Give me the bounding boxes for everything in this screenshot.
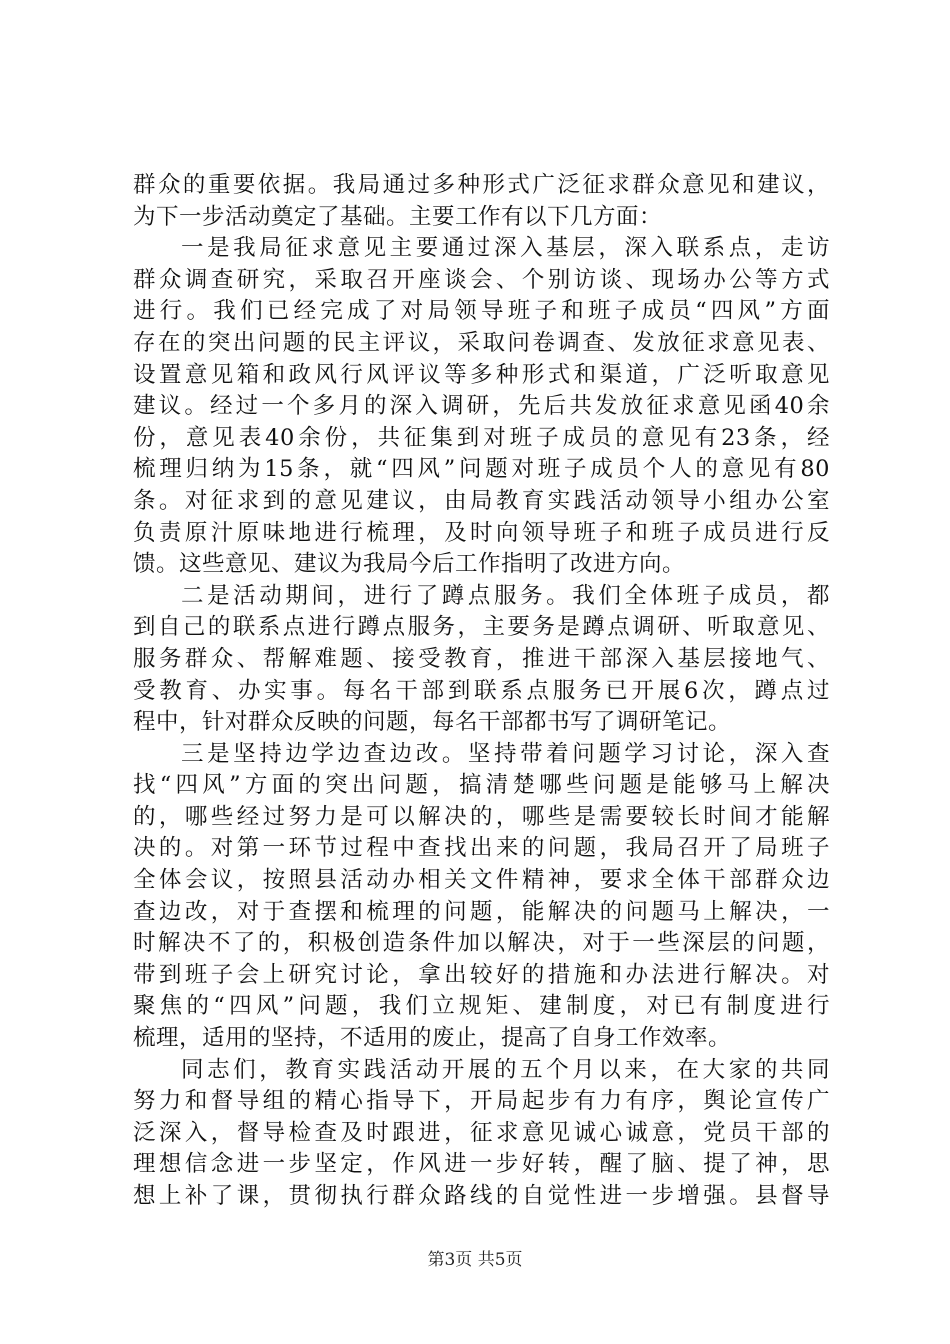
text-line: 负责原汁原味地进行梳理，及时向领导班子和班子成员进行反 — [133, 519, 830, 546]
text-line: 为下一步活动奠定了基础。主要工作有以下几方面： — [133, 203, 663, 230]
text-line: 三是坚持边学边查边改。坚持带着问题学习讨论，深入查 — [181, 740, 830, 767]
text-line: 决的。对第一环节过程中查找出来的问题，我局召开了局班子 — [133, 835, 830, 862]
text-line: 馈。这些意见、建议为我局今后工作指明了改进方向。 — [133, 551, 686, 578]
text-line: 泛深入，督导检查及时跟进，征求意见诚心诚意，党员干部的 — [133, 1119, 830, 1146]
text-line: 聚焦的“四风”问题，我们立规矩、建制度，对已有制度进行 — [133, 993, 830, 1020]
text-line: 二是活动期间，进行了蹲点服务。我们全体班子成员，都 — [181, 582, 830, 609]
text-line: 程中，针对群众反映的问题，每名干部都书写了调研笔记。 — [133, 709, 732, 736]
text-line: 理想信念进一步坚定，作风进一步好转，醒了脑、提了神，思 — [133, 1151, 830, 1178]
document-body — [133, 170, 830, 1213]
text-line: 建议。经过一个多月的深入调研，先后共发放征求意见函40余 — [133, 393, 830, 420]
text-line: 进行。我们已经完成了对局领导班子和班子成员“四风”方面 — [133, 298, 830, 325]
text-line: 份，意见表40余份，共征集到对班子成员的意见有23条，经 — [133, 424, 830, 451]
text-line: 受教育、办实事。每名干部到联系点服务已开展6次，蹲点过 — [133, 677, 830, 704]
text-line: 找“四风”方面的突出问题，搞清楚哪些问题是能够马上解决 — [133, 772, 830, 799]
text-line: 到自己的联系点进行蹲点服务，主要务是蹲点调研、听取意见、 — [133, 614, 830, 641]
text-line: 想上补了课，贯彻执行群众路线的自觉性进一步增强。县督导 — [133, 1183, 830, 1209]
text-line: 服务群众、帮解难题、接受教育，推进干部深入基层接地气、 — [133, 645, 830, 672]
text-line: 努力和督导组的精心指导下，开局起步有力有序，舆论宣传广 — [133, 1088, 830, 1115]
text-line: 的，哪些经过努力是可以解决的，哪些是需要较长时间才能解 — [133, 803, 830, 830]
text-line: 全体会议，按照县活动办相关文件精神，要求全体干部群众边 — [133, 867, 830, 894]
text-line: 条。对征求到的意见建议，由局教育实践活动领导小组办公室 — [133, 487, 830, 514]
text-line: 群众的重要依据。我局通过多种形式广泛征求群众意见和建议， — [133, 172, 830, 198]
text-line: 梳理，适用的坚持，不适用的废止，提高了自身工作效率。 — [133, 1025, 732, 1052]
text-line: 带到班子会上研究讨论，拿出较好的措施和办法进行解决。对 — [133, 961, 830, 988]
text-line: 存在的突出问题的民主评议，采取问卷调查、发放征求意见表、 — [133, 329, 830, 356]
text-line: 一是我局征求意见主要通过深入基层，深入联系点，走访 — [181, 235, 830, 262]
text-line: 设置意见箱和政风行风评议等多种形式和渠道，广泛听取意见 — [133, 361, 830, 388]
page-number-footer: 第3页 共5页 — [427, 1250, 523, 1270]
text-line: 查边改，对于查摆和梳理的问题，能解决的问题马上解决，一 — [133, 898, 830, 925]
text-line: 群众调查研究，采取召开座谈会、个别访谈、现场办公等方式 — [133, 266, 830, 293]
text-line: 同志们，教育实践活动开展的五个月以来，在大家的共同 — [181, 1056, 830, 1083]
text-line: 时解决不了的，积极创造条件加以解决，对于一些深层的问题， — [133, 930, 830, 957]
text-line: 梳理归纳为15条，就“四风”问题对班子成员个人的意见有80 — [133, 456, 830, 483]
